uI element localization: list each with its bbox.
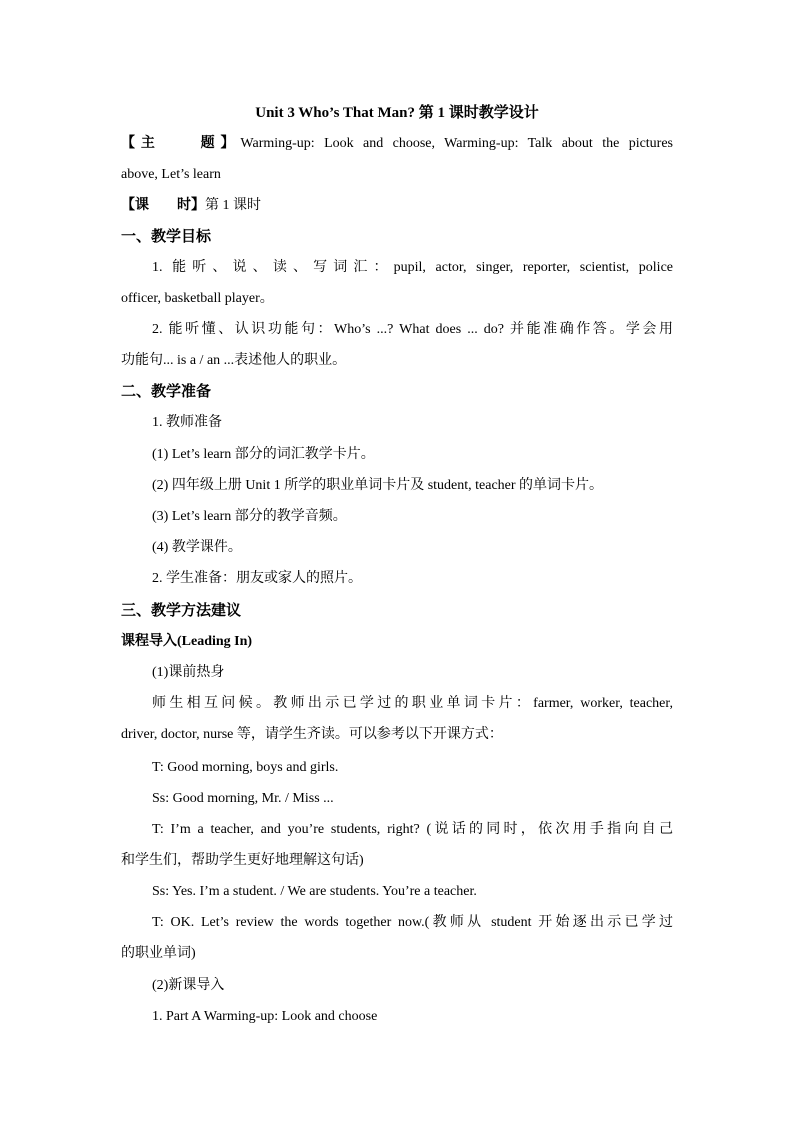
- prep-teacher: 1. 教师准备: [152, 415, 222, 430]
- goal-1-continued: officer, basketball player。: [121, 291, 274, 306]
- topic-label: 【主 题】: [121, 136, 241, 151]
- prep-teacher-item-1: (1) Let’s learn 部分的词汇教学卡片。: [152, 447, 375, 462]
- warmup-paragraph: 师生相互问候。教师出示已学过的职业单词卡片：farmer, worker, teacher,: [152, 696, 673, 711]
- goal-2-continued: 功能句... is a / an ...表述他人的职业。: [121, 353, 347, 368]
- prep-student: 2. 学生准备：朋友或家人的照片。: [152, 571, 362, 586]
- section-heading-goals: 一、教学目标: [121, 229, 212, 245]
- topic-text-continued: above, Let’s learn: [121, 167, 221, 182]
- prep-teacher-item-2: (2) 四年级上册 Unit 1 所学的职业单词卡片及 student, teacher 的单词卡片。: [152, 478, 604, 493]
- dialog-line-3-continued: 和学生们，帮助学生更好地理解这句话): [121, 853, 364, 868]
- section-heading-preparation: 二、教学准备: [121, 384, 212, 400]
- step-warmup: (1)课前热身: [152, 665, 225, 680]
- dialog-line-1: T: Good morning, boys and girls.: [152, 760, 339, 775]
- period-text: 第 1 课时: [205, 198, 261, 213]
- topic-text: Warming-up: Look and choose, Warming-up: Talk about the pictures: [240, 136, 674, 151]
- dialog-line-5-continued: 的职业单词): [121, 946, 196, 961]
- warmup-paragraph-continued: driver, doctor, nurse 等，请学生齐读。可以参考以下开课方式：: [121, 727, 503, 742]
- prep-teacher-item-3: (3) Let’s learn 部分的教学音频。: [152, 509, 347, 524]
- document-title: Unit 3 Who’s That Man? 第 1 课时教学设计: [255, 105, 539, 121]
- goal-2: 2. 能听懂、认识功能句：Who’s ...? What does ... do? 并能准确作答。学会用: [152, 322, 673, 337]
- topic-line: [121, 133, 673, 155]
- dialog-line-4: Ss: Yes. I’m a student. / We are students. You’re a teacher.: [152, 884, 477, 899]
- dialog-line-2: Ss: Good morning, Mr. / Miss ...: [152, 791, 334, 806]
- dialog-line-5: T: OK. Let’s review the words together now.(教师从 student 开始逐出示已学过: [152, 915, 673, 930]
- period-label: 【课 时】: [121, 198, 205, 213]
- section-heading-methods: 三、教学方法建议: [121, 603, 242, 619]
- part-a-warmup: 1. Part A Warming-up: Look and choose: [152, 1009, 378, 1024]
- dialog-line-3: T: I’m a teacher, and you’re students, right? (说话的同时，依次用手指向自己: [152, 822, 673, 837]
- step-new-lesson: (2)新课导入: [152, 978, 225, 993]
- leading-in-heading: 课程导入(Leading In): [121, 634, 253, 649]
- period-line: [121, 195, 673, 217]
- goal-1: 1. 能听、说、读、写词汇：pupil, actor, singer, reporter, scientist, police: [152, 260, 673, 275]
- prep-teacher-item-4: (4) 教学课件。: [152, 540, 242, 555]
